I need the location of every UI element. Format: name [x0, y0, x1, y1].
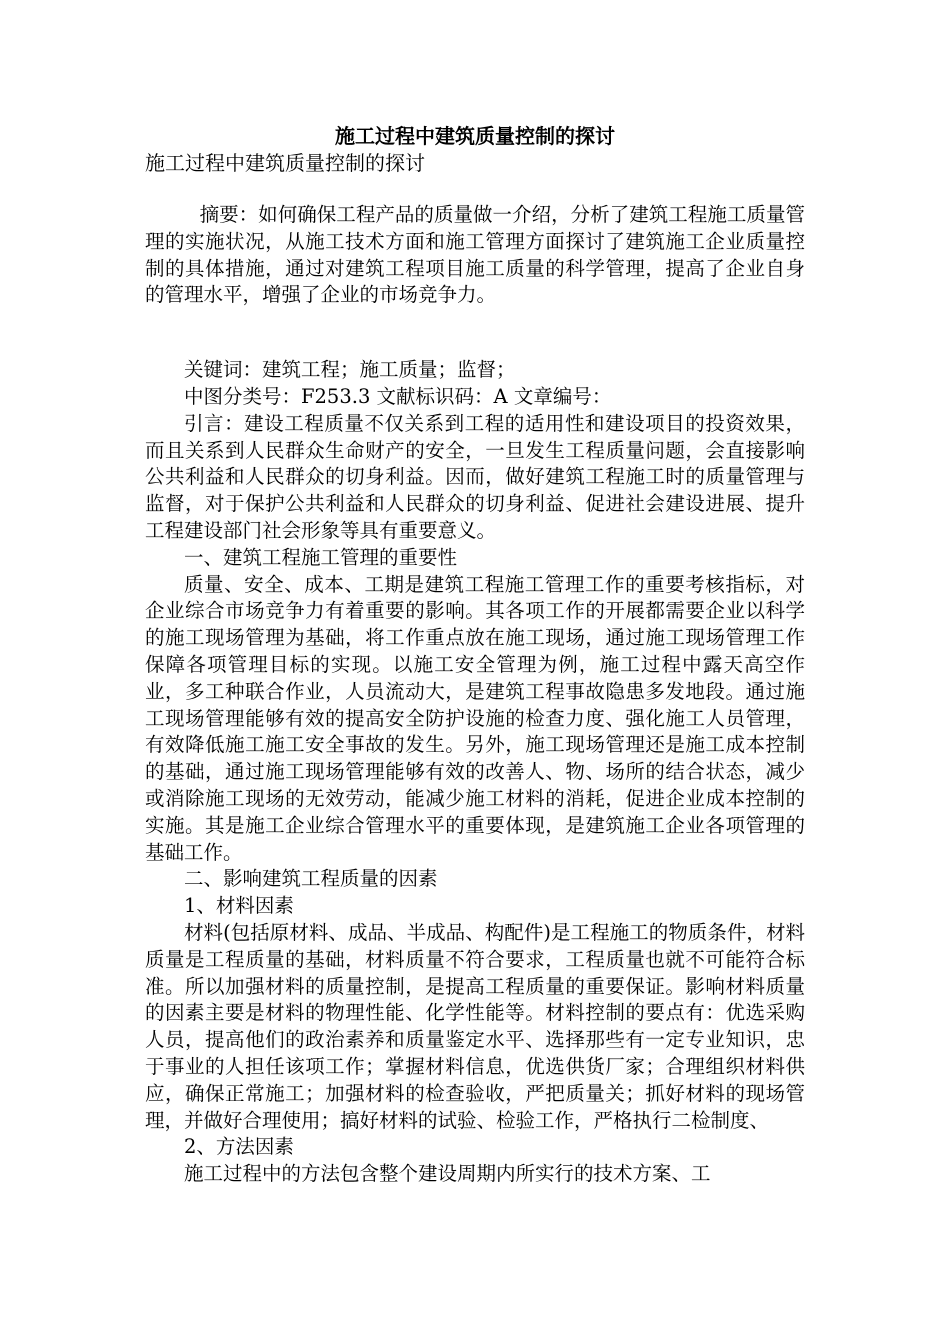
keywords-line: 关键词：建筑工程；施工质量；监督；	[184, 358, 516, 382]
subsection1-heading: 1、材料因素	[184, 894, 294, 918]
document-title: 施工过程中建筑质量控制的探讨	[335, 124, 615, 148]
classification-line: 中图分类号：F253.3 文献标识码：A 文章编号：	[184, 384, 612, 408]
document-page	[145, 122, 805, 1188]
introduction-paragraph: 引言：建设工程质量不仅关系到工程的适用性和建设项目的投资效果，而且关系到人民群众生命财产的安全，一旦发生工程质量问题，会直接影响公共利益和人民群众的切身利益。因而，做好建筑工程施工时的质量管理与监督，对于保护公共利益和人民群众的切身利益、促进社会建设进展、提升工程建设部门社会形象等具有重要意义。	[145, 411, 805, 542]
section2-heading: 二、影响建筑工程质量的因素	[184, 867, 438, 891]
section1-heading: 一、建筑工程施工管理的重要性	[184, 545, 458, 569]
abstract-paragraph: 摘要：如何确保工程产品的质量做一介绍，分析了建筑工程施工质量管理的实施状况，从施工技术方面和施工管理方面探讨了建筑施工企业质量控制的具体措施，通过对建筑工程项目施工质量的科学管理，提高了企业自身的管理水平，增强了企业的市场竞争力。	[145, 203, 805, 307]
subsection2-paragraph: 施工过程中的方法包含整个建设周期内所实行的技术方案、工	[184, 1162, 711, 1186]
section1-paragraph: 质量、安全、成本、工期是建筑工程施工管理工作的重要考核指标，对企业综合市场竞争力有着重要的影响。其各项工作的开展都需要企业以科学的施工现场管理为基础，将工作重点放在施工现场，通过施工现场管理工作保障各项管理目标的实现。以施工安全管理为例，施工过程中露天高空作业，多工种联合作业，人员流动大，是建筑工程事故隐患多发地段。通过施工现场管理能够有效的提高安全防护设施的检查力度、强化施工人员管理，有效降低施工施工安全事故的发生。另外，施工现场管理还是施工成本控制的基础，通过施工现场管理能够有效的改善人、物、场所的结合状态，减少或消除施工现场的无效劳动，能减少施工材料的消耗，促进企业成本控制的实施。其是施工企业综合管理水平的重要体现，是建筑施工企业各项管理的基础工作。	[145, 572, 805, 864]
subsection1-paragraph: 材料(包括原材料、成品、半成品、构配件)是工程施工的物质条件，材料质量是工程质量的基础，材料质量不符合要求，工程质量也就不可能符合标准。所以加强材料的质量控制，是提高工程质量的重要保证。影响材料质量的因素主要是材料的物理性能、化学性能等。材料控制的要点有：优选采购人员，提高他们的政治素养和质量鉴定水平、选择那些有一定专业知识，忠于事业的人担任该项工作；掌握材料信息，优选供货厂家；合理组织材料供应，确保正常施工；加强材料的检查验收，严把质量关；抓好材料的现场管理，并做好合理使用；搞好材料的试验、检验工作，严格执行二检制度、	[145, 920, 805, 1132]
subsection2-heading: 2、方法因素	[184, 1135, 294, 1159]
document-subtitle: 施工过程中建筑质量控制的探讨	[145, 151, 425, 175]
